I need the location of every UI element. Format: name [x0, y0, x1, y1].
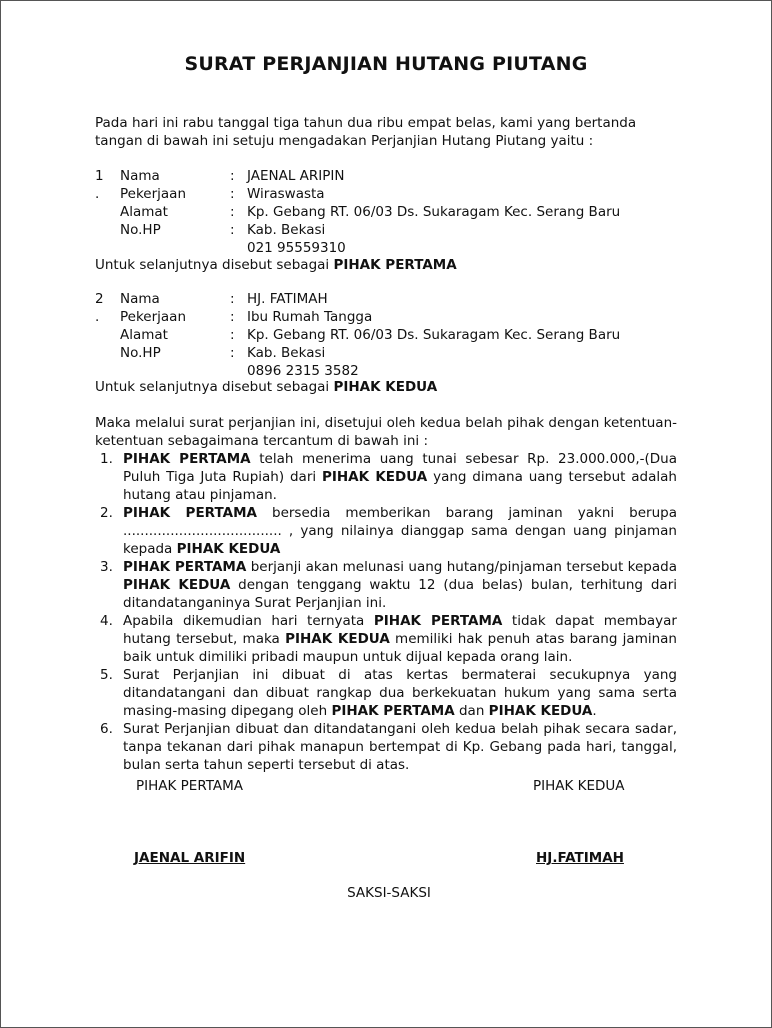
field-value-extra: 021 95559310 [247, 240, 346, 256]
field-colon: : [230, 291, 235, 307]
terms-list [95, 450, 677, 774]
reference-name: PIHAK KEDUA [333, 379, 438, 395]
field-colon: : [230, 186, 235, 202]
signature-label-second-party: PIHAK KEDUA [533, 778, 625, 794]
party-name-emphasis: PIHAK PERTAMA [123, 505, 257, 521]
document-title: SURAT PERJANJIAN HUTANG PIUTANG [184, 53, 588, 75]
party-name-emphasis: PIHAK PERTAMA [123, 559, 247, 575]
reference-text: Untuk selanjutnya disebut sebagai [95, 379, 334, 395]
field-colon: : [230, 309, 235, 325]
field-value-extra: 0896 2315 3582 [247, 363, 359, 379]
party-name-emphasis: PIHAK PERTAMA [331, 703, 455, 719]
field-label: Nama [120, 291, 160, 307]
list-item-number: 6. [100, 721, 113, 737]
field-label: No.HP [120, 222, 161, 238]
field-value: Wiraswasta [247, 186, 325, 202]
party-name-emphasis: PIHAK KEDUA [488, 703, 593, 719]
field-label: Pekerjaan [120, 309, 187, 325]
field-value: JAENAL ARIPIN [247, 168, 345, 184]
party-name-emphasis: PIHAK KEDUA [176, 541, 281, 557]
signature-name-first-party: JAENAL ARIFIN [134, 850, 246, 866]
field-value: Kp. Gebang RT. 06/03 Ds. Sukaragam Kec. Serang Baru [247, 204, 621, 220]
field-colon: : [230, 327, 235, 343]
field-label: Alamat [120, 327, 168, 343]
party-number-dot: . [95, 186, 100, 202]
signature-label-first-party: PIHAK PERTAMA [136, 778, 244, 794]
reference-name: PIHAK PERTAMA [333, 257, 457, 273]
terms-list-item: 6. Surat Perjanjian dibuat dan ditandatangani oleh kedua belah pihak secara sadar, tanpa tekanan dari pihak manapun bertempat di Kp. Gebang pada hari, tanggal, bulan serta tahun seperti tersebut di atas. [100, 721, 677, 773]
intro-paragraph: Pada hari ini rabu tanggal tiga tahun dua ribu empat belas, kami yang bertanda tangan di bawah ini setuju mengadakan Perjanjian Hutang Piutang yaitu : [95, 115, 637, 149]
witnesses-heading: SAKSI-SAKSI [347, 885, 431, 901]
signature-name-second-party: HJ.FATIMAH [536, 850, 624, 866]
party-name-emphasis: PIHAK KEDUA [321, 469, 428, 485]
field-colon: : [230, 168, 235, 184]
party-name-emphasis: PIHAK PERTAMA [123, 451, 251, 467]
party-name-emphasis: PIHAK KEDUA [123, 577, 231, 593]
party-2-reference [95, 378, 437, 396]
list-item-number: 5. [100, 667, 113, 683]
reference-text: Untuk selanjutnya disebut sebagai [95, 257, 334, 273]
party-number-dot: . [95, 309, 100, 325]
terms-list-item: 3. PIHAK PERTAMA berjanji akan melunasi uang hutang/pinjaman tersebut kepada PIHAK KEDUA dengan tenggang waktu 12 (dua belas) bulan, terhitung dari ditandatanganinya Surat Perjanjian ini. [100, 559, 677, 611]
party-1-reference [95, 256, 457, 274]
list-item-number: 4. [100, 613, 113, 629]
terms-lead-paragraph: Maka melalui surat perjanjian ini, disetujui oleh kedua belah pihak dengan ketentuan-ketentuan sebagaimana tercantum di bawah ini : [95, 415, 677, 449]
field-value: Ibu Rumah Tangga [247, 309, 373, 325]
field-label: Alamat [120, 204, 168, 220]
terms-list-item: 2. PIHAK PERTAMA bersedia memberikan barang jaminan yakni berupa ..................................... , yang nilainya dianggap sama dengan uang pinjaman kepada PIHAK KEDUA [100, 505, 677, 557]
list-item-number: 1. [100, 451, 113, 467]
field-label: No.HP [120, 345, 161, 361]
field-colon: : [230, 204, 235, 220]
terms-list-item: 5. Surat Perjanjian ini dibuat di atas kertas bermaterai secukupnya yang ditandatangani dan dibuat rangkap dua berkekuatan hukum yang sama serta masing-masing dipegang oleh PIHAK PERTAMA dan PIHAK KEDUA. [100, 667, 677, 719]
list-item-number: 2. [100, 505, 113, 521]
terms-list-item: 4. Apabila dikemudian hari ternyata PIHAK PERTAMA tidak dapat membayar hutang tersebut, maka PIHAK KEDUA memiliki hak penuh atas barang jaminan baik untuk dimiliki pribadi maupun untuk dijual kepada orang lain. [100, 613, 677, 665]
party-number: 1 [95, 168, 104, 184]
field-value: HJ. FATIMAH [247, 291, 328, 307]
field-label: Pekerjaan [120, 186, 187, 202]
field-label: Nama [120, 168, 160, 184]
party-name-emphasis: PIHAK PERTAMA [373, 613, 503, 629]
terms-list-item: 1. PIHAK PERTAMA telah menerima uang tunai sebesar Rp. 23.000.000,-(Dua Puluh Tiga Juta Rupiah) dari PIHAK KEDUA yang dimana uang tersebut adalah hutang atau pinjaman. [100, 451, 677, 503]
party-number: 2 [95, 291, 104, 307]
list-item-number: 3. [100, 559, 113, 575]
party-name-emphasis: PIHAK KEDUA [285, 631, 390, 647]
field-colon: : [230, 222, 235, 238]
field-colon: : [230, 345, 235, 361]
field-value: Kab. Bekasi [247, 222, 326, 238]
field-value: Kab. Bekasi [247, 345, 326, 361]
field-value: Kp. Gebang RT. 06/03 Ds. Sukaragam Kec. Serang Baru [247, 327, 621, 343]
